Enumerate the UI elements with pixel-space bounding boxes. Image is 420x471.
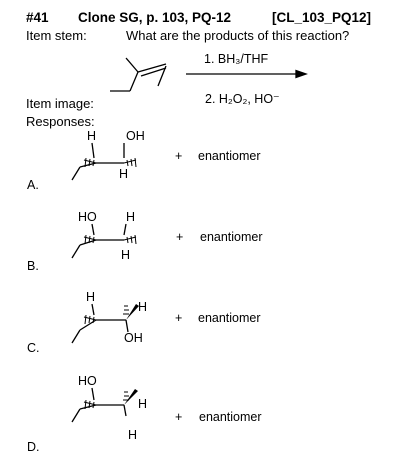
atom-label-h: H (86, 290, 96, 304)
atom-label-h: H (126, 210, 136, 224)
option-c-letter[interactable]: C. (27, 341, 40, 355)
responses-label: Responses: (26, 114, 95, 129)
atom-label-h: H (119, 167, 129, 181)
option-d-letter[interactable]: D. (27, 440, 40, 454)
reaction-arrow (186, 71, 306, 78)
alkene-structure (110, 58, 166, 91)
item-stem-question: What are the products of this reaction? (126, 28, 350, 43)
option-d-plus: + (175, 410, 183, 424)
atom-label-h: H (138, 397, 148, 411)
structure-d (72, 388, 138, 422)
atom-label-h: H (121, 248, 131, 262)
option-b-letter[interactable]: B. (27, 259, 39, 273)
item-image-label: Item image: (26, 96, 94, 111)
option-a-letter[interactable]: A. (27, 178, 39, 192)
option-a-enantiomer: enantiomer (198, 149, 261, 163)
atom-label-h: H (128, 428, 138, 442)
atom-label-oh: OH (126, 129, 145, 143)
option-d-enantiomer: enantiomer (199, 410, 262, 424)
option-a-plus: + (175, 149, 183, 163)
atom-label-ho: HO (78, 210, 97, 224)
atom-label-oh: OH (124, 331, 143, 345)
option-b-plus: + (176, 230, 184, 244)
question-number: #41 (26, 10, 49, 25)
atom-label-h: H (87, 129, 97, 143)
question-code: [CL_103_PQ12] (272, 10, 372, 25)
option-b-enantiomer: enantiomer (200, 230, 263, 244)
item-stem-label: Item stem: (26, 28, 87, 43)
question-source: Clone SG, p. 103, PQ-12 (78, 10, 232, 25)
atom-label-ho: HO (78, 374, 97, 388)
reagent-step-2: 2. H₂O₂, HO⁻ (205, 92, 280, 106)
option-c-enantiomer: enantiomer (198, 311, 261, 325)
reagent-step-1: 1. BH₃/THF (204, 52, 269, 66)
atom-label-h: H (138, 300, 148, 314)
option-c-plus: + (175, 311, 183, 325)
